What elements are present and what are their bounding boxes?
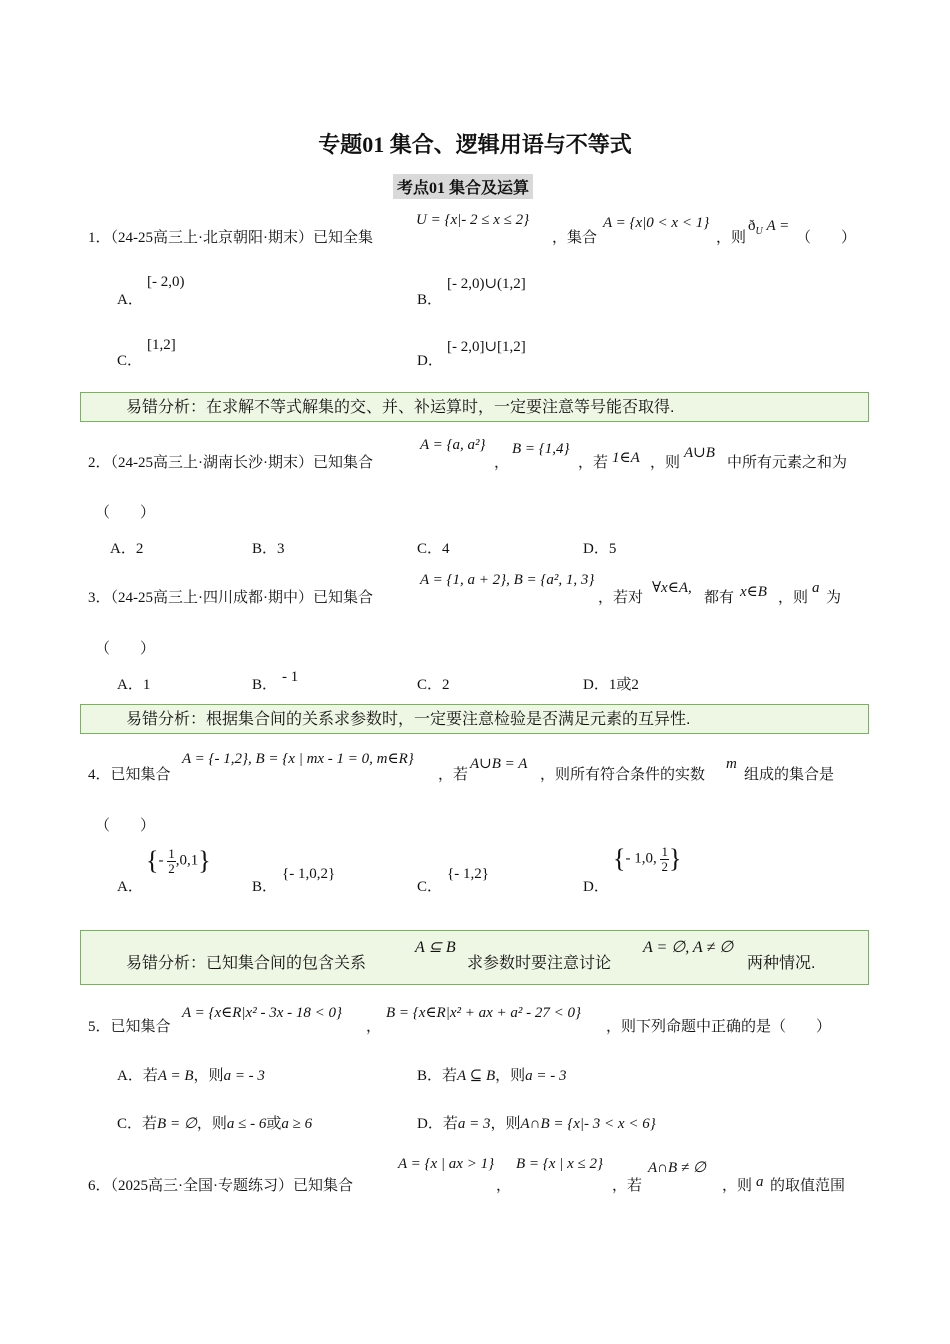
q4-condition: A∪B = A [470, 756, 528, 772]
q1-option-c: [1,2] [147, 337, 176, 353]
q1-option-a-label: A． [117, 292, 143, 308]
question-1: 1．（24-25高三上·北京朝阳·期末）已知全集 [88, 230, 374, 246]
q2-option-d: D．5 [583, 541, 617, 557]
error-analysis-tip-3: 易错分析：已知集合间的包含关系 A ⊆ B 求参数时要注意讨论 A = ∅, A ≠ ∅ 两种情况. [80, 930, 869, 985]
q3-var: a [812, 580, 820, 596]
answer-blank: （ ） [95, 505, 156, 521]
q5-set-b: B = {x∈R|x² + ax + a² - 27 < 0} [386, 1005, 581, 1021]
q1-set-a: A = {x|0 < x < 1} [603, 215, 710, 231]
q3-option-d: D．1或2 [583, 677, 639, 693]
q4-option-a-label: A． [117, 879, 143, 895]
q4-option-d-label: D． [583, 879, 609, 895]
q3-forall: ∀x∈A, [652, 580, 692, 596]
q3-option-c: C．2 [417, 677, 450, 693]
q4-var: m [726, 756, 737, 772]
q2-option-c: C．4 [417, 541, 450, 557]
section-subtitle: 考点01 集合及运算 [393, 174, 533, 199]
q4-option-b-label: B． [252, 879, 278, 895]
q5-set-a: A = {x∈R|x² - 3x - 18 < 0} [182, 1005, 342, 1021]
q4-option-d: {- 1,0, $\frac{1}{2}$ } [613, 843, 682, 874]
tip3-math-1: A ⊆ B [415, 939, 456, 956]
q3-sets: A = {1, a + 2}, B = {a², 1, 3} [420, 572, 595, 588]
q5-option-a: A．若A = B，则a = - 3 [117, 1068, 265, 1084]
q5-option-c: C．若B = ∅，则a ≤ - 6或a ≥ 6 [117, 1116, 313, 1132]
q4-option-c-label: C． [417, 879, 443, 895]
q6-var: a [756, 1174, 764, 1190]
q4-option-c: {- 1,2} [447, 866, 489, 882]
q3-option-b: - 1 [282, 669, 299, 685]
tip3-math-2: A = ∅, A ≠ ∅ [643, 939, 734, 956]
q2-option-a: A．2 [110, 541, 144, 557]
q2-set-a: A = {a, a²} [420, 437, 486, 453]
q4-sets: A = {- 1,2}, B = {x | mx - 1 = 0, m∈R} [182, 751, 414, 767]
question-2: 2．（24-25高三上·湖南长沙·期末）已知集合 [88, 455, 374, 471]
question-5: 5．已知集合 [88, 1019, 171, 1035]
q1-option-c-label: C． [117, 353, 143, 369]
q2-union: A∪B [684, 445, 715, 461]
q2-condition: 1∈A [612, 450, 640, 466]
q6-set-b: B = {x | x ≤ 2} [516, 1156, 603, 1172]
error-analysis-tip-2: 易错分析：根据集合间的关系求参数时，一定要注意检验是否满足元素的互异性. [80, 704, 869, 734]
q1-option-d: [- 2,0]∪[1,2] [447, 339, 526, 355]
q4-option-a: {- $\frac{1}{2}$ ,0,1} [146, 845, 211, 876]
q5-option-d: D．若a = 3，则A∩B = {x|- 3 < x < 6} [417, 1116, 656, 1132]
q3-in-b: x∈B [740, 584, 767, 600]
q4-option-b: {- 1,0,2} [282, 866, 336, 882]
q1-universal-set: U = {x|- 2 ≤ x ≤ 2} [416, 212, 530, 228]
q2-set-b: B = {1,4} [512, 441, 570, 457]
q1-option-b-label: B． [417, 292, 443, 308]
q1-option-a: [- 2,0) [147, 274, 185, 290]
q1-complement: $ð_U$ A = [748, 218, 790, 237]
question-4: 4．已知集合 [88, 767, 171, 783]
q3-option-b-label: B． [252, 677, 278, 693]
error-analysis-tip-1: 易错分析：在求解不等式解集的交、并、补运算时，一定要注意等号能否取得. [80, 392, 869, 422]
q5-option-b: B．若A ⊆ B，则a = - 3 [417, 1068, 567, 1084]
page-title: 专题01 集合、逻辑用语与不等式 [318, 132, 632, 157]
answer-blank: （ ） [95, 641, 156, 657]
q6-condition: A∩B ≠ ∅ [648, 1160, 706, 1176]
q2-option-b: B．3 [252, 541, 285, 557]
q3-option-a: A．1 [117, 677, 151, 693]
question-3: 3．（24-25高三上·四川成都·期中）已知集合 [88, 590, 374, 606]
answer-blank: （ ） [796, 230, 857, 246]
q1-option-d-label: D． [417, 353, 443, 369]
question-6: 6．（2025高三·全国·专题练习）已知集合 [88, 1178, 354, 1194]
q1-option-b: [- 2,0)∪(1,2] [447, 276, 526, 292]
answer-blank: （ ） [95, 818, 156, 834]
q6-set-a: A = {x | ax > 1} [398, 1156, 495, 1172]
